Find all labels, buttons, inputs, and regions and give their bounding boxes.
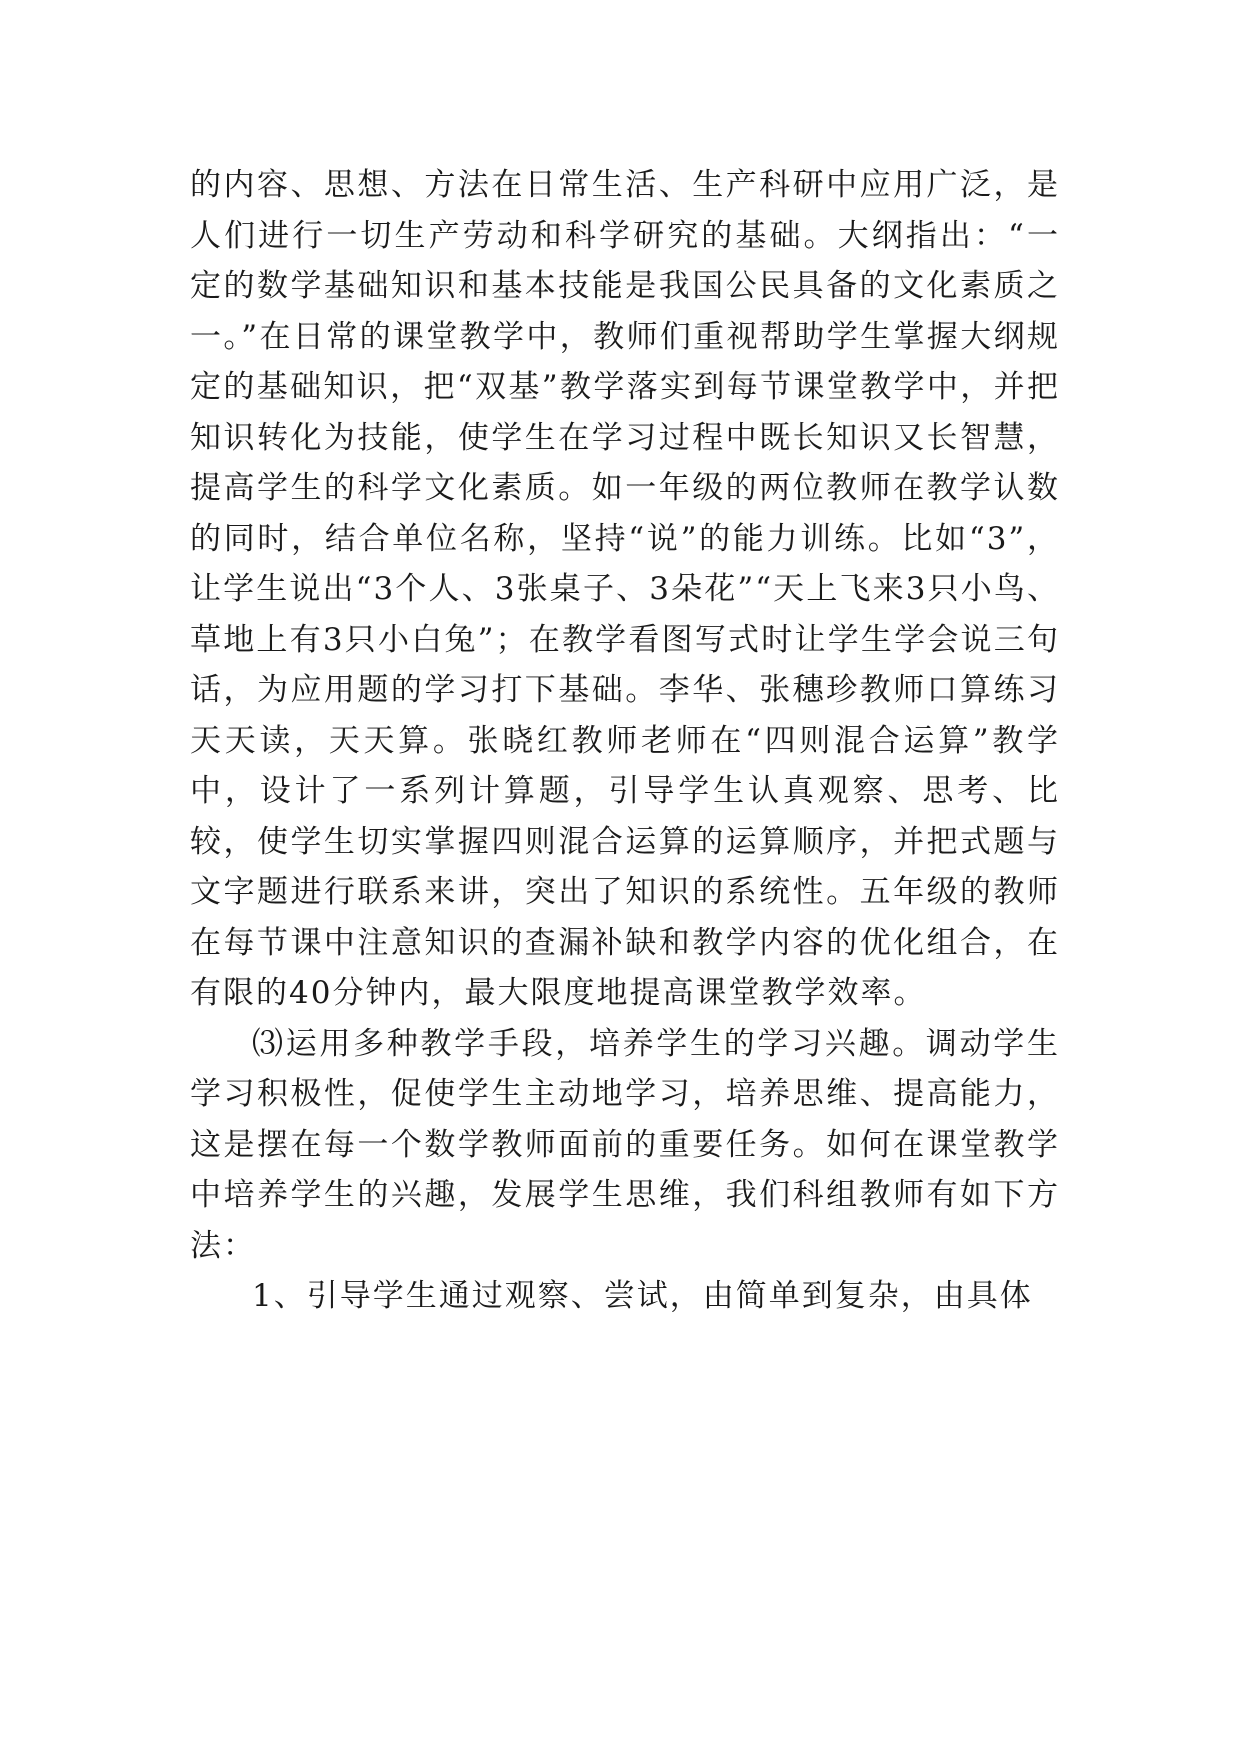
paragraph-continuation: 的内容、思想、方法在日常生活、生产科研中应用广泛，是人们进行一切生产劳动和科学研究的基础。大纲指出：“一定的数学基础知识和基本技能是我国公民具备的文化素质之一。”在日常的课堂教学中，教师们重视帮助学生掌握大纲规定的基础知识，把“双基”教学落实到每节课堂教学中，并把知识转化为技能，使学生在学习过程中既长知识又长智慧，提高学生的科学文化素质。如一年级的两位教师在教学认数的同时，结合单位名称，坚持“说”的能力训练。比如“3”，让学生说出“3个人、3张桌子、3朵花”“天上飞来3只小鸟、草地上有3只小白兔”；在教学看图写式时让学生学会说三句话，为应用题的学习打下基础。李华、张穗珍教师口算练习天天读，天天算。张晓红教师老师在“四则混合运算”教学中，设计了一系列计算题，引导学生认真观察、思考、比较，使学生切实掌握四则混合运算的运算顺序，并把式题与文字题进行联系来讲，突出了知识的系统性。五年级的教师在每节课中注意知识的查漏补缺和教学内容的优化组合，在有限的40分钟内，最大限度地提高课堂教学效率。	[190, 167, 1060, 1011]
paragraph-teaching-methods: ⑶运用多种教学手段，培养学生的学习兴趣。调动学生学习积极性，促使学生主动地学习，培养思维、提高能力，这是摆在每一个数学教师面前的重要任务。如何在课堂教学中培养学生的兴趣，发展学生思维，我们科组教师有如下方法：	[190, 1025, 1060, 1264]
paragraph-item-1: 1、引导学生通过观察、尝试，由简单到复杂，由具体	[252, 1278, 1033, 1314]
body-text	[190, 160, 1060, 1322]
